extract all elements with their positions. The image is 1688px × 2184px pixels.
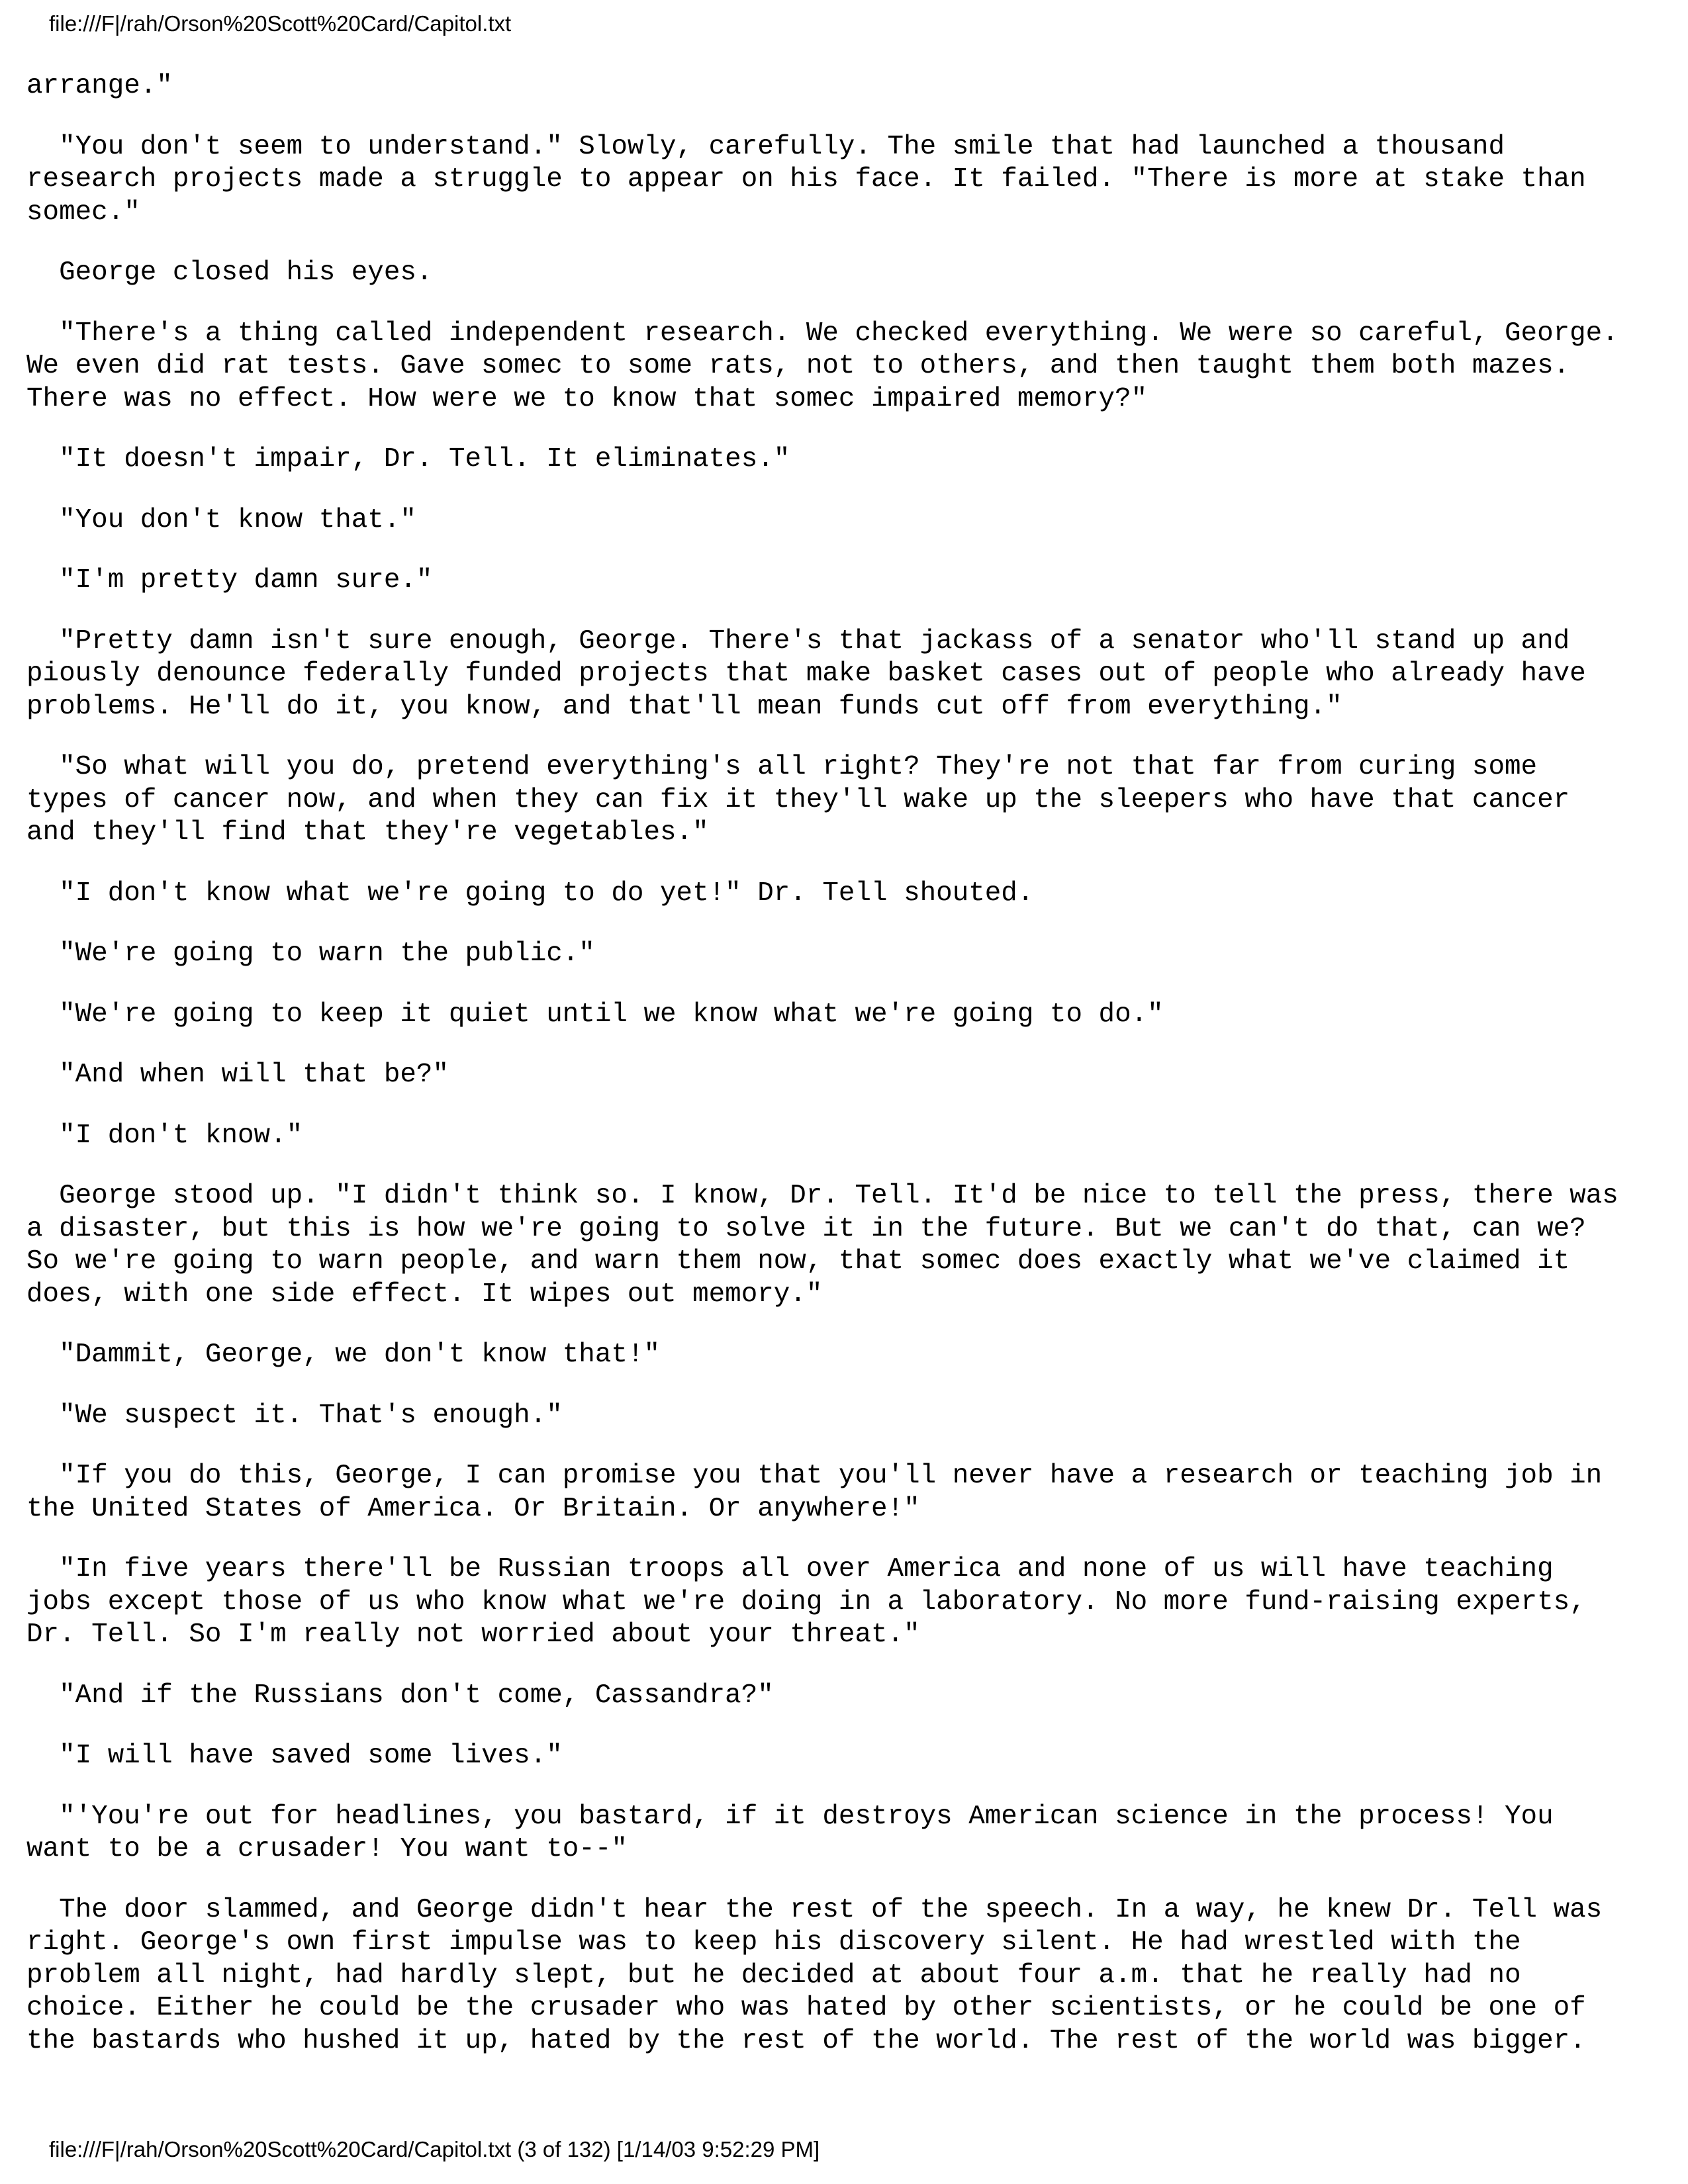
paragraph: "Pretty damn isn't sure enough, George. There's that jackass of a senator who'll stand up and piously denounce federally funded projects that make basket cases out of people who already have problems. He'll do it, you know, and that'll mean funds cut off from everything." <box>26 625 1586 722</box>
paragraph: "In five years there'll be Russian troops all over America and none of us will have teaching jobs except those of us who know what we're doing in a laboratory. No more fund-raising experts, Dr. Tell. So I'm really not worried about your threat." <box>26 1554 1586 1650</box>
paragraph: "I don't know what we're going to do yet!" Dr. Tell shouted. <box>26 878 1034 909</box>
paragraph: "I don't know." <box>26 1120 303 1151</box>
paragraph: "You don't know that." <box>26 504 416 535</box>
paragraph: "If you do this, George, I can promise you that you'll never have a research or teaching job in the United States of America. Or Britain. Or anywhere!" <box>26 1461 1603 1524</box>
paragraph: "You don't seem to understand." Slowly, carefully. The smile that had launched a thousand research projects made a struggle to appear on his face. It failed. "There is more at stake than somec." <box>26 131 1586 228</box>
paragraph: The door slammed, and George didn't hear the rest of the speech. In a way, he knew Dr. Tell was right. George's own first impulse was to keep his discovery silent. He had wrestled with the problem all night, had hardly slept, but he decided at about four a.m. that he really had no choice. Either he could be the crusader who was hated by other scientists, or he could be one of the bastards who hushed it up, hated by the rest of the world. The rest of the world was bigger. <box>26 1894 1603 2056</box>
paragraph: "I'm pretty damn sure." <box>26 565 433 596</box>
paragraph: "Dammit, George, we don't know that!" <box>26 1340 660 1370</box>
paragraph: "We suspect it. That's enough." <box>26 1400 563 1431</box>
paragraph: arrange." <box>26 71 173 101</box>
paragraph: "So what will you do, pretend everything's all right? They're not that far from curing some types of cancer now, and when they can fix it they'll wake up the sleepers who have that cancer and they'll find that they're vegetables." <box>26 752 1570 848</box>
paragraph: "And when will that be?" <box>26 1060 449 1090</box>
paragraph: "We're going to keep it quiet until we know what we're going to do." <box>26 999 1164 1030</box>
footer-file-path: file:///F|/rah/Orson%20Scott%20Card/Capitol.txt (3 of 132) [1/14/03 9:52:29 PM] <box>49 2137 820 2161</box>
paragraph: George stood up. "I didn't think so. I know, Dr. Tell. It'd be nice to tell the press, there was a disaster, but this is how we're going to solve it in the future. But we can't do that, can we? So we're going to warn people, and warn them now, that somec does exactly what we've claimed it does, with one side effect. It wipes out memory." <box>26 1181 1618 1310</box>
paragraph: "We're going to warn the public." <box>26 938 595 969</box>
paragraph: "'You're out for headlines, you bastard, if it destroys American science in the process! You want to be a crusader! You want to--" <box>26 1801 1554 1864</box>
document-body <box>26 70 1668 2085</box>
paragraph: "There's a thing called independent research. We checked everything. We were so careful, George. We even did rat tests. Gave somec to some rats, not to others, and then taught them both mazes. There was no effect. How were we to know that somec impaired memory?" <box>26 318 1618 414</box>
paragraph: George closed his eyes. <box>26 257 433 288</box>
paragraph: "I will have saved some lives." <box>26 1741 563 1771</box>
paragraph: "And if the Russians don't come, Cassandra?" <box>26 1680 774 1711</box>
header-file-path: file:///F|/rah/Orson%20Scott%20Card/Capitol.txt <box>49 11 512 36</box>
paragraph: "It doesn't impair, Dr. Tell. It eliminates." <box>26 444 790 475</box>
